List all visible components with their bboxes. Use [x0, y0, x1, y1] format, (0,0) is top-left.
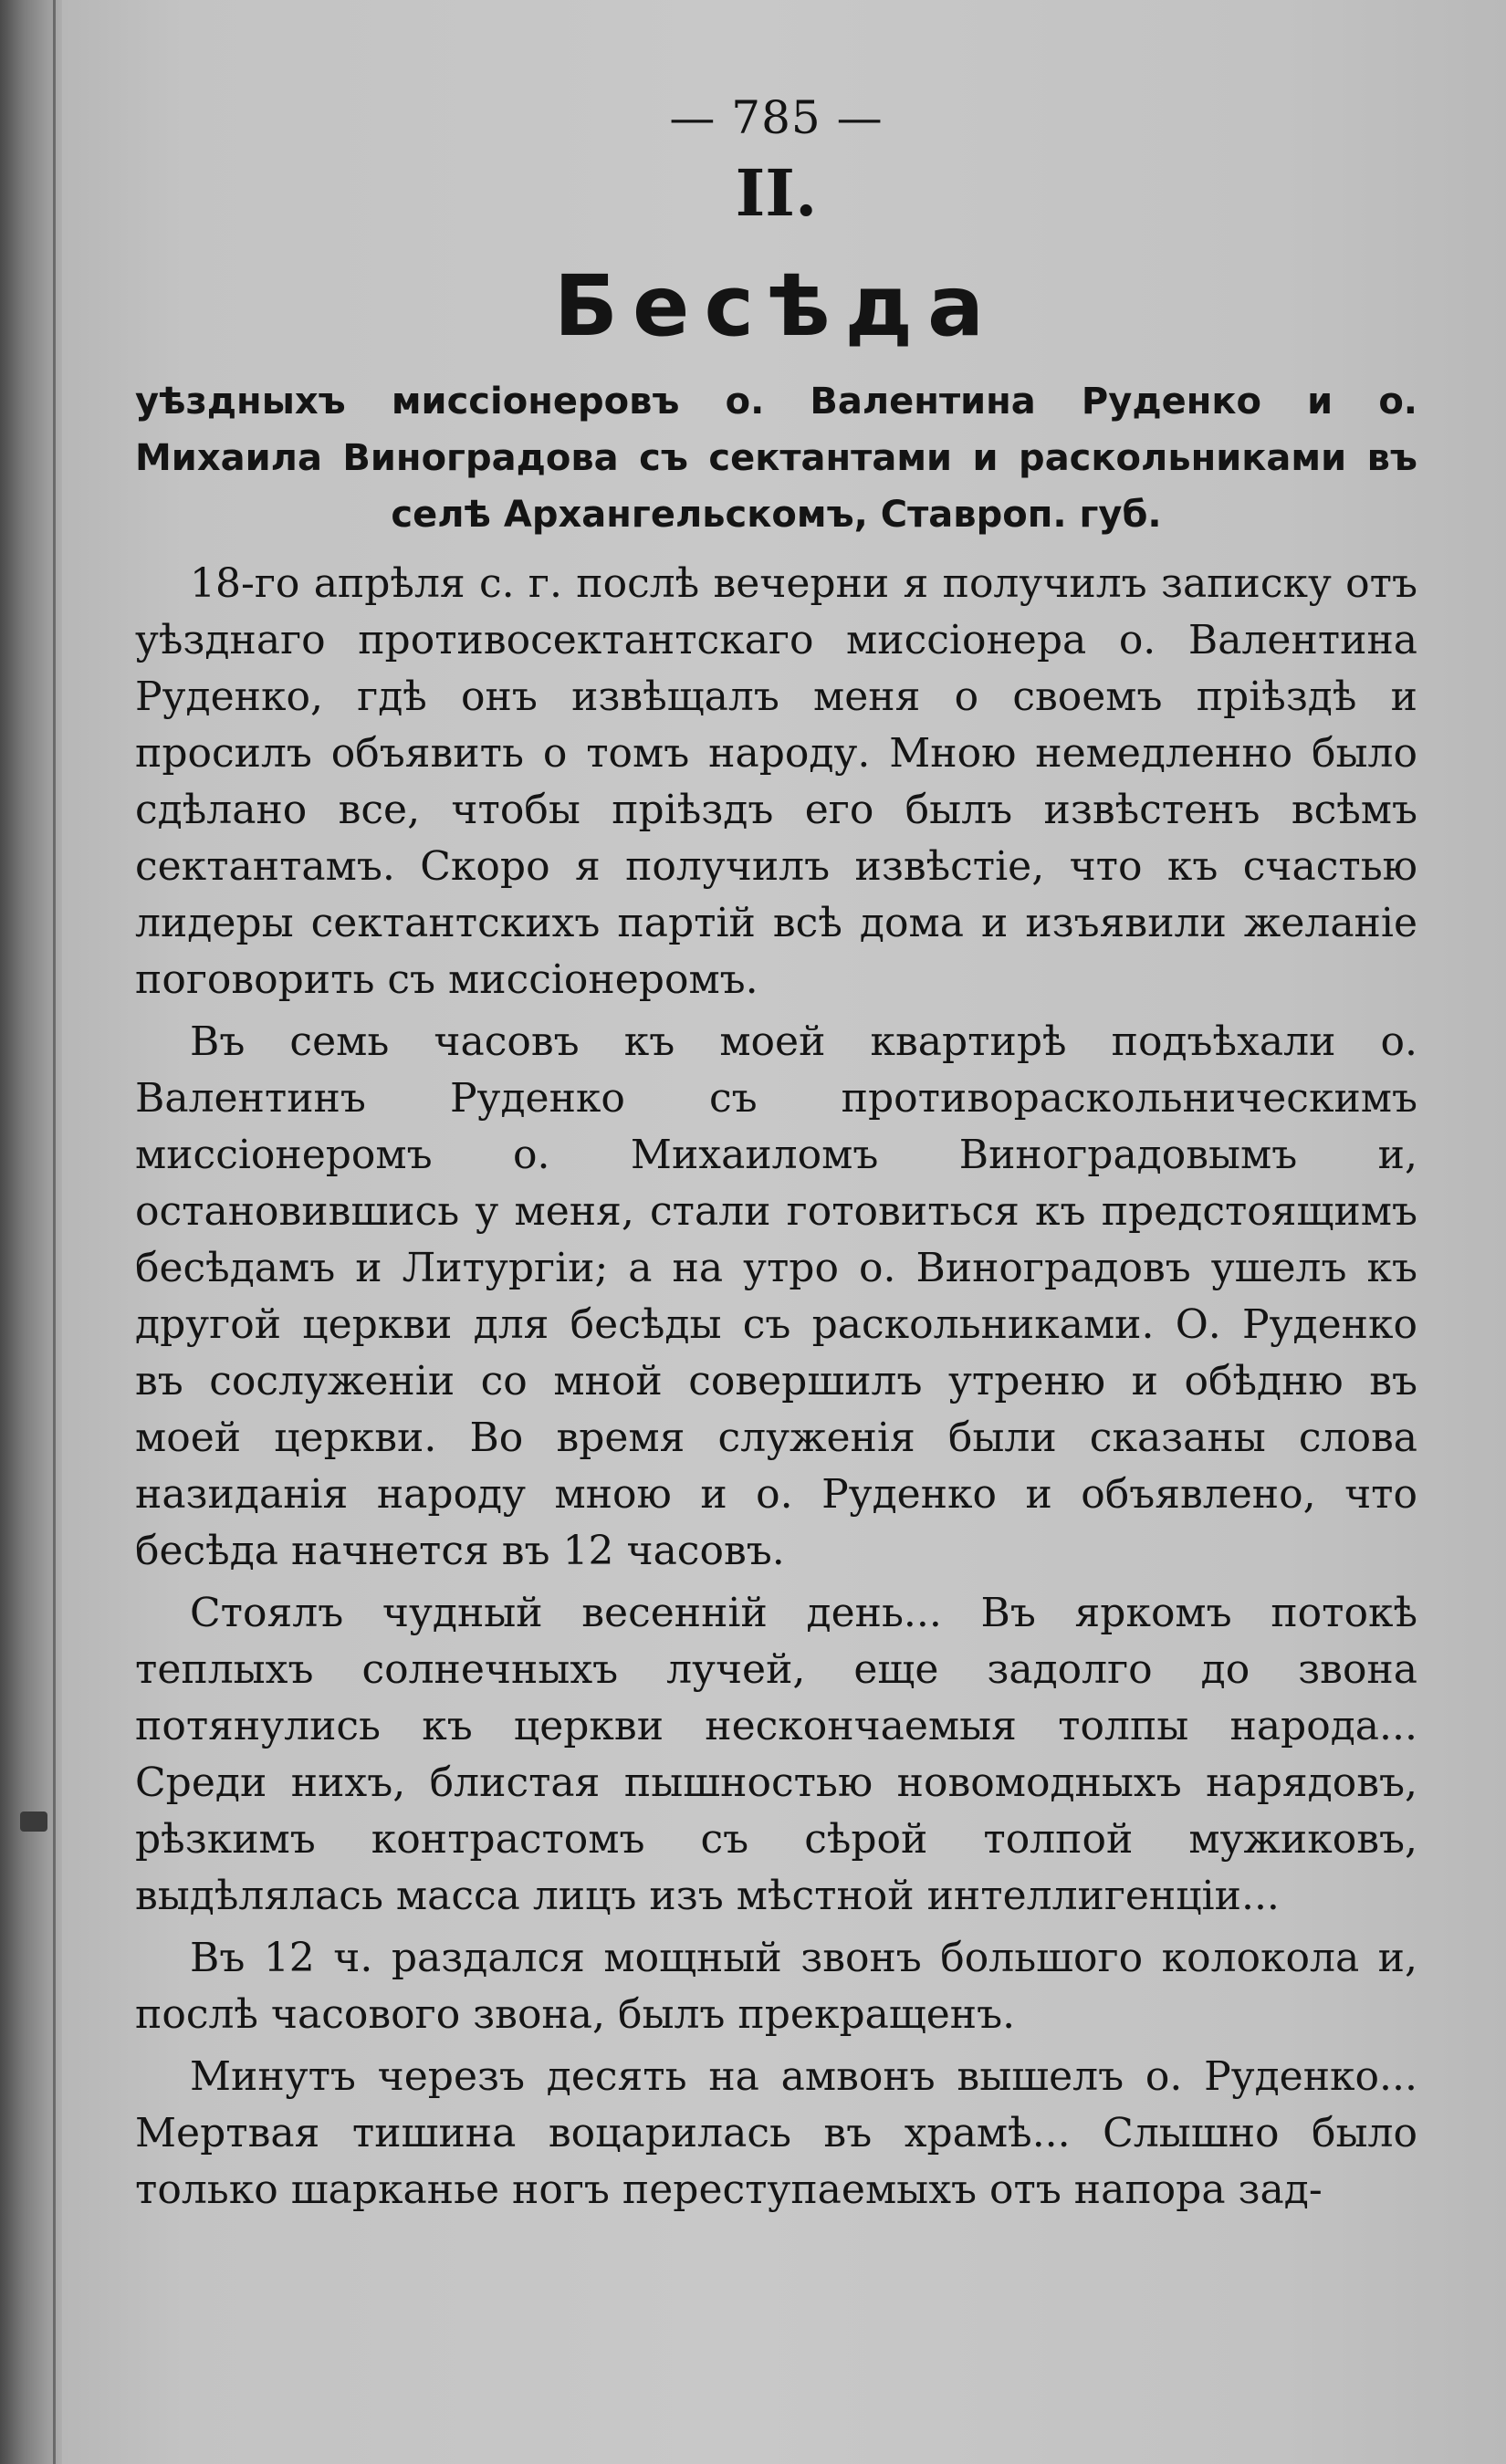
body-paragraph-1: 18-го апрѣля с. г. послѣ вечерни я получилъ записку отъ уѣзднаго противосектантскаго миссіонера о. Валентина Руденко, гдѣ онъ извѣщалъ меня о своемъ пріѣздѣ и просилъ объявить о томъ народу. Мною немедленно было сдѣлано все, чтобы пріѣздъ его былъ извѣстенъ всѣмъ сектантамъ. Скоро я получилъ извѣстіе, что къ счастью лидеры сектантскихъ партій всѣ дома и изъявили желаніе поговорить съ миссіонеромъ. — [135, 560, 1417, 1003]
page-text-block — [135, 91, 1417, 2224]
body-paragraph-3: Стоялъ чудный весенній день... Въ яркомъ потокѣ теплыхъ солнечныхъ лучей, еще задолго до звона потянулись къ церкви нескончаемыя толпы народа... Среди нихъ, блистая пышностью новомодныхъ нарядовъ, рѣзкимъ контрастомъ съ сѣрой толпой мужиковъ, выдѣлялась масса лицъ изъ мѣстной интеллигенціи... — [135, 1590, 1417, 1919]
body-paragraph-4: Въ 12 ч. раздался мощный звонъ большого колокола и, послѣ часового звона, былъ прекращенъ. — [135, 1935, 1417, 2038]
page-number: — 785 — — [669, 91, 884, 144]
article-subtitle: уѣздныхъ миссіонеровъ о. Валентина Руденко и о. Михаила Виноградова съ сектантами и раскольниками въ селѣ Архангельскомъ, Ставроп. губ. — [135, 381, 1417, 536]
section-number: II. — [735, 155, 818, 231]
body-paragraph-5: Минутъ черезъ десять на амвонъ вышелъ о. Руденко... Мертвая тишина воцарилась въ храмѣ... Слышно было только шарканье ногъ переступаемыхъ отъ напора зад- — [135, 2053, 1417, 2213]
article-title: Бесѣда — [553, 257, 999, 355]
body-paragraph-2: Въ семь часовъ къ моей квартирѣ подъѣхали о. Валентинъ Руденко съ противораскольническимъ миссіонеромъ о. Михаиломъ Виноградовымъ и, остановившись у меня, стали готовиться къ предстоящимъ бесѣдамъ и Литургіи; а на утро о. Виноградовъ ушелъ къ другой церкви для бесѣды съ раскольниками. О. Руденко въ сослуженіи со мной совершилъ утреню и обѣдню въ моей церкви. Во время служенія были сказаны слова назиданія народу мною и о. Руденко и объявлено, что бесѣда начнется въ 12 часовъ. — [135, 1018, 1417, 1574]
spine-binding-mark — [20, 1811, 47, 1832]
spine-edge-line — [53, 0, 56, 2464]
